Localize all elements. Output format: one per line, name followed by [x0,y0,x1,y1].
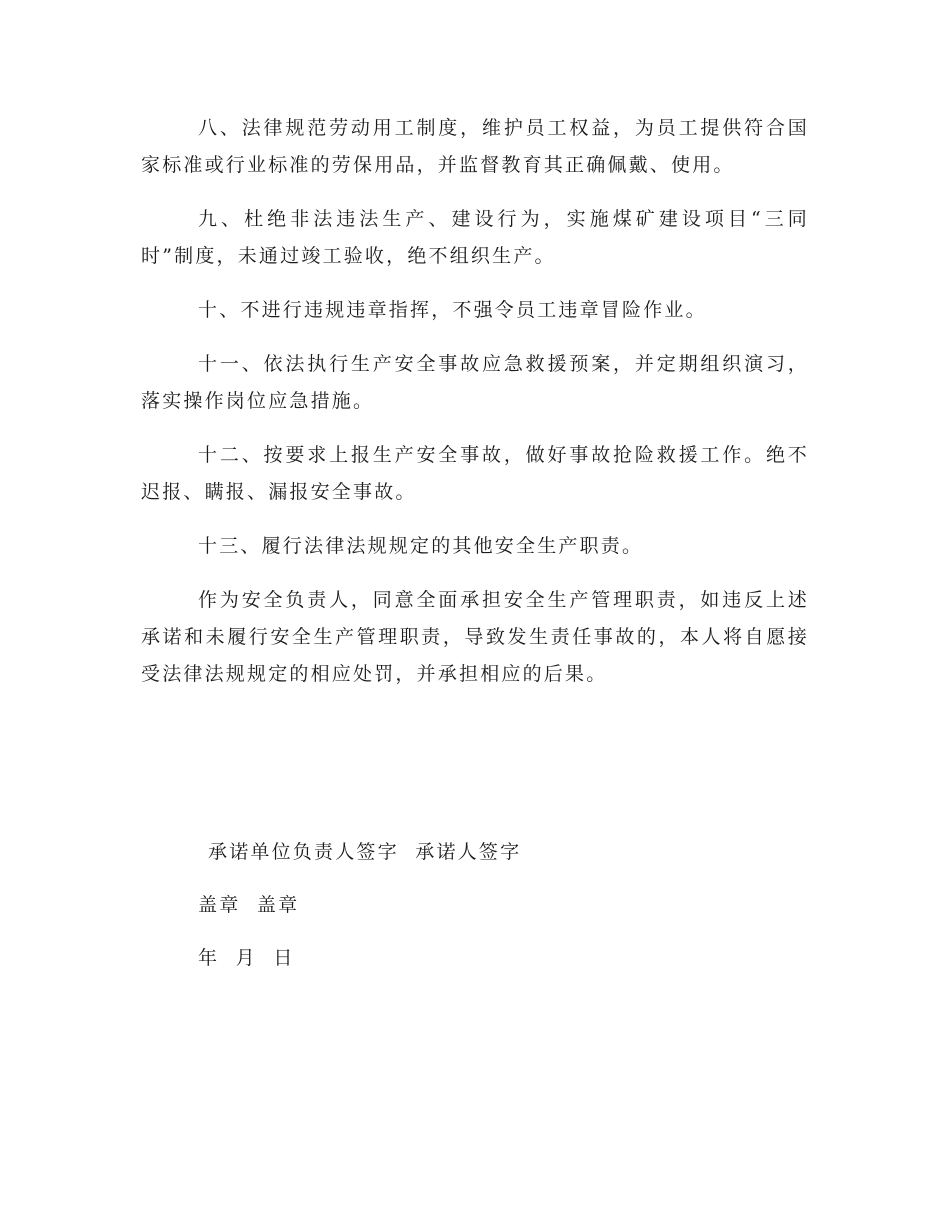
clause-9: 九、杜绝非法违法生产、建设行为，实施煤矿建设项目“三同时”制度，未通过竣工验收，绝不组织生产。 [141,208,809,267]
clause-12: 十二、按要求上报生产安全事故，做好事故抢险救援工作。绝不迟报、瞒报、漏报安全事故。 [141,444,809,503]
clause-13: 十三、履行法律法规规定的其他安全生产职责。 [198,535,644,557]
signature-block [198,834,798,993]
seal-line: 盖章 盖章 [198,894,300,916]
clause-10: 十、不进行违规违章指挥，不强令员工违章冒险作业。 [198,299,707,321]
date-line: 年 月 日 [198,947,295,969]
signer-line: 承诺单位负责人签字 承诺人签字 [208,841,522,863]
clause-11: 十一、依法执行生产安全事故应急救援预案，并定期组织演习，落实操作岗位应急措施。 [141,353,809,412]
clause-8: 八、法律规范劳动用工制度，维护员工权益，为员工提供符合国家标准或行业标准的劳保用品，并监督教育其正确佩戴、使用。 [141,117,809,176]
commitment-body [141,110,809,710]
closing-statement: 作为安全负责人，同意全面承担安全生产管理职责，如违反上述承诺和未履行安全生产管理职责，导致发生责任事故的，本人将自愿接受法律法规规定的相应处罚，并承担相应的后果。 [141,589,809,685]
